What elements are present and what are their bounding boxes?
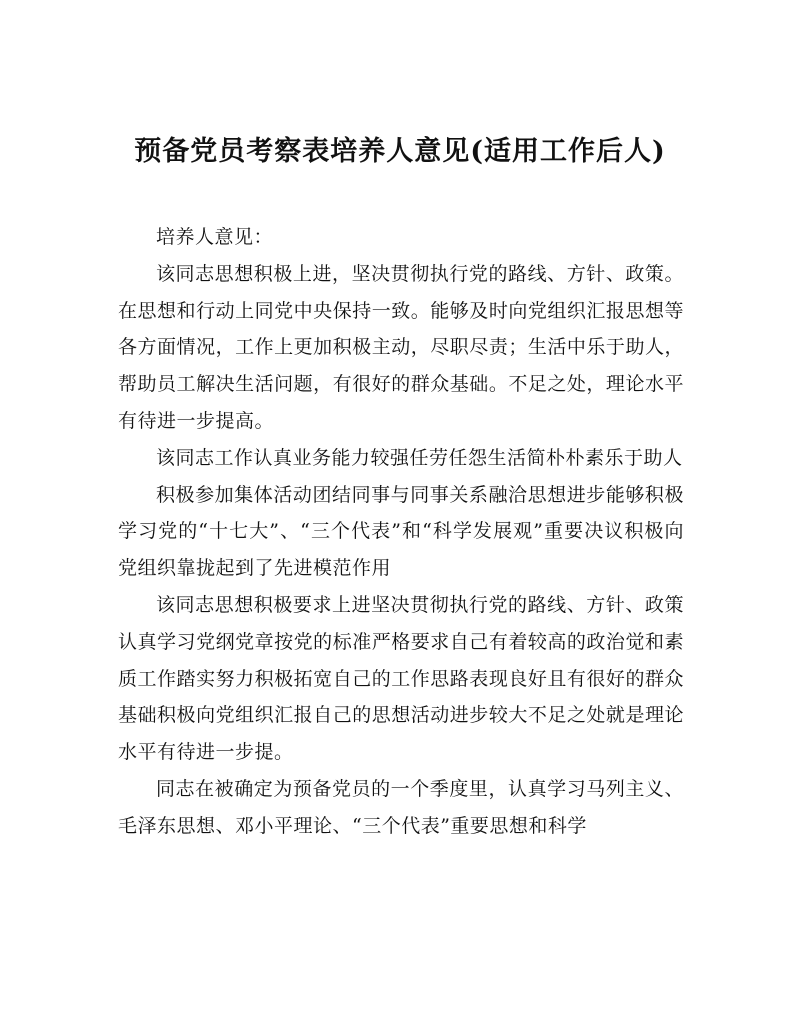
- paragraph-heading: 培养人意见：: [156, 226, 274, 248]
- paragraph: 同志在被确定为预备党员的一个季度里，认真学习马列主义、毛泽东思想、邓小平理论、“三个代表”重要思想和科学: [118, 777, 684, 837]
- paragraph: 该同志工作认真业务能力较强任劳任怨生活简朴朴素乐于助人: [156, 446, 683, 469]
- paragraph: 积极参加集体活动团结同事与同事关系融洽思想进步能够积极学习党的“十七大”、“三个代表”和“科学发展观”重要决议积极向党组织靠拢起到了先进模范作用: [118, 483, 684, 580]
- paragraph: 该同志思想积极要求上进坚决贯彻执行党的路线、方针、政策认真学习党纲党章按党的标准严格要求自己有着较高的政治觉和素质工作踏实努力积极拓宽自己的工作思路表现良好且有很好的群众基础积极向党组织汇报自己的思想活动进步较大不足之处就是理论水平有待进一步提。: [118, 593, 684, 764]
- document-body: [118, 219, 684, 845]
- document-title: 预备党员考察表培养人意见(适用工作后人): [134, 136, 666, 167]
- paragraph: 该同志思想积极上进，坚决贯彻执行党的路线、方针、政策。在思想和行动上同党中央保持一致。能够及时向党组织汇报思想等各方面情况，工作上更加积极主动，尽职尽责；生活中乐于助人，帮助员工解决生活问题，有很好的群众基础。不足之处，理论水平有待进一步提高。: [118, 262, 684, 432]
